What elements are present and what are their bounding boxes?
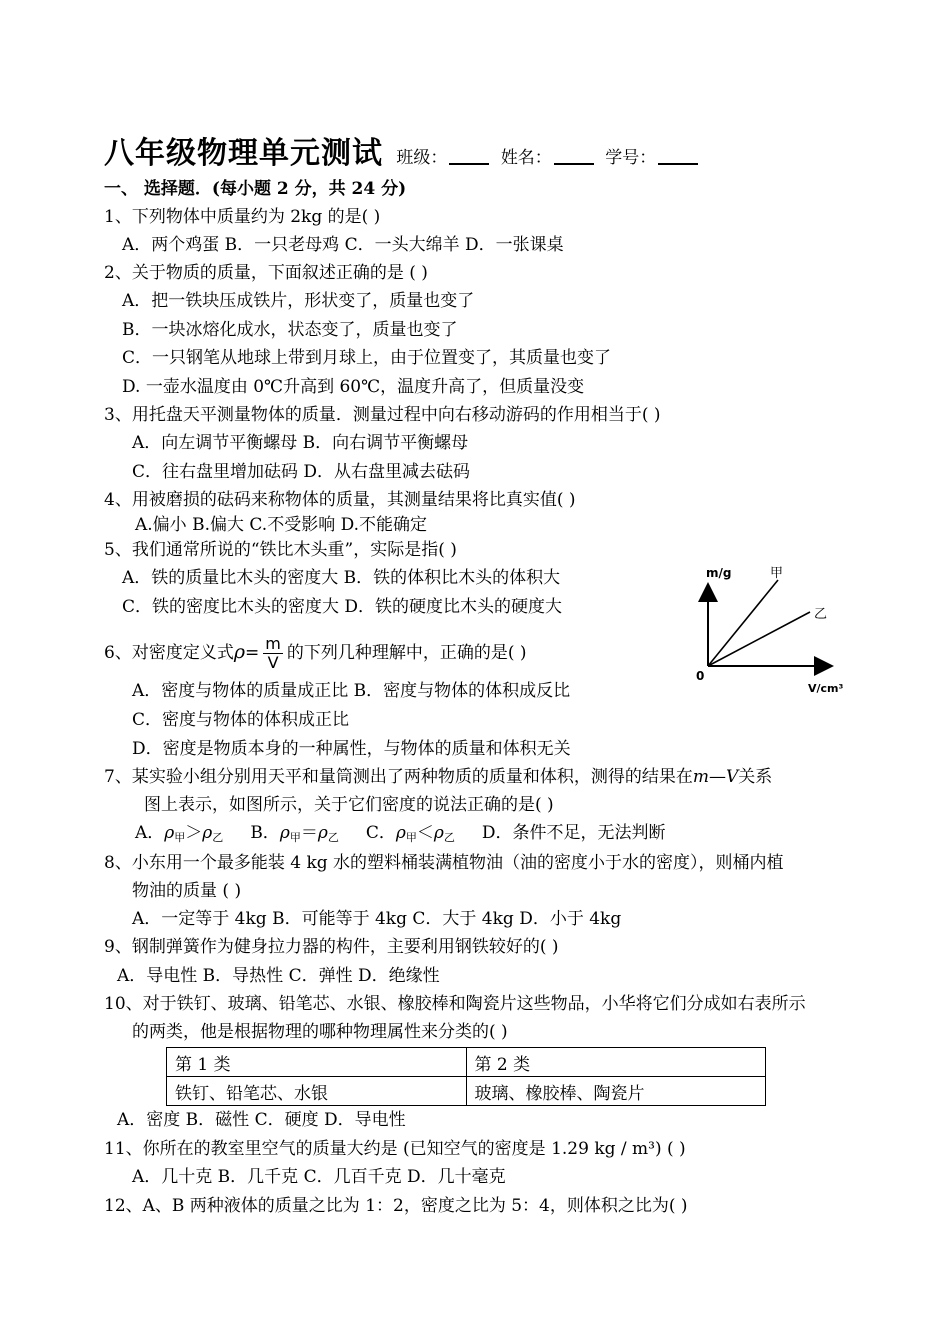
line-yi-label: 乙 (814, 607, 828, 622)
q6-stem (104, 634, 527, 672)
q3-options-cd: C．往右盘里增加砝码 D．从右盘里减去砝码 (132, 462, 471, 482)
x-axis-label: V/cm³ (808, 682, 844, 695)
q2-option-a: A．把一铁块压成铁片，形状变了，质量也变了 (122, 291, 475, 311)
q8-stem-line2: 物油的质量 ( ) (132, 881, 242, 901)
exam-header (104, 128, 704, 172)
q2-option-c: C．一只钢笔从地球上带到月球上，由于位置变了，其质量也变了 (122, 348, 612, 368)
table-cell: 铁钉、铅笔芯、水银 (167, 1077, 467, 1106)
q4-options: A.偏小 B.偏大 C.不受影响 D.不能确定 (135, 515, 428, 535)
q6-option-c: C．密度与物体的体积成正比 (132, 710, 350, 730)
q9-options: A．导电性 B．导热性 C．弹性 D．绝缘性 (117, 966, 440, 986)
q4-stem: 4、用被磨损的砝码来称物体的质量，其测量结果将比真实值( ) (104, 490, 576, 510)
table-cell: 第 2 类 (466, 1048, 766, 1077)
y-axis-label: m/g (706, 566, 732, 580)
q5-stem: 5、我们通常所说的“铁比木头重”，实际是指( ) (104, 540, 457, 560)
line-jia-label: 甲 (770, 566, 784, 581)
q3-stem: 3、用托盘天平测量物体的质量．测量过程中向右移动游码的作用相当于( ) (104, 405, 661, 425)
table-row (167, 1077, 766, 1106)
table-row (167, 1048, 766, 1077)
fraction-numerator: m (265, 634, 281, 653)
q1-options: A．两个鸡蛋 B．一只老母鸡 C．一头大绵羊 D．一张课桌 (122, 235, 564, 255)
q6-stem-post: 的下列几种理解中，正确的是( ) (286, 643, 527, 663)
name-label: 姓名： (500, 148, 552, 168)
number-label: 学号： (605, 148, 657, 168)
q5-options-ab: A．铁的质量比木头的密度大 B．铁的体积比木头的体积大 (122, 568, 561, 588)
table-cell: 玻璃、橡胶棒、陶瓷片 (466, 1077, 766, 1106)
dash: — (708, 767, 726, 787)
q11-options: A．几十克 B．几千克 C．几百千克 D．几十毫克 (132, 1167, 506, 1187)
q7-options (135, 823, 666, 848)
table-cell: 第 1 类 (167, 1048, 467, 1077)
v-symbol: V (725, 767, 739, 787)
q7-stem-text: 7、某实验小组分别用天平和量筒测出了两种物质的质量和体积，测得的结果在 (104, 767, 693, 787)
section-title: 一、 选择题．(每小题 2 分，共 24 分) (104, 179, 407, 199)
q7-option-d: D．条件不足，无法判断 (481, 823, 666, 843)
q10-stem-line2: 的两类，他是根据物理的哪种物理属性来分类的( ) (132, 1022, 508, 1042)
number-blank[interactable] (658, 147, 698, 165)
name-blank[interactable] (554, 147, 594, 165)
classification-table (166, 1047, 766, 1106)
q6-options-ab: A．密度与物体的质量成正比 B．密度与物体的体积成反比 (132, 681, 571, 701)
class-blank[interactable] (449, 147, 489, 165)
q6-option-d: D．密度是物质本身的一种属性，与物体的质量和体积无关 (132, 739, 571, 759)
q12-stem: 12、A、B 两种液体的质量之比为 1：2，密度之比为 5：4，则体积之比为( ) (104, 1196, 688, 1216)
density-fraction (263, 635, 283, 672)
q2-option-b: B．一块冰熔化成水，状态变了，质量也变了 (122, 320, 458, 340)
line-yi (708, 612, 810, 666)
q8-options: A．一定等于 4kg B．可能等于 4kg C．大于 4kg D．小于 4kg (132, 909, 622, 929)
q10-options: A．密度 B．磁性 C．硬度 D．导电性 (117, 1110, 406, 1130)
q10-stem-line1: 10、对于铁钉、玻璃、铅笔芯、水银、橡胶棒和陶瓷片这些物品，小华将它们分成如右表所示 (104, 994, 806, 1014)
q6-stem-pre: 6、对密度定义式 (104, 643, 234, 663)
q7-option-b: B．$\rho_甲=\rho_乙$ (250, 823, 339, 844)
mass-volume-graph (690, 560, 860, 700)
q7-stem-tail: 关系 (738, 767, 773, 787)
m-symbol: m (692, 767, 709, 787)
q7-option-a: A．$\rho_甲>\rho_乙$ (135, 823, 224, 844)
line-jia (708, 580, 778, 666)
origin-label: 0 (696, 669, 705, 683)
q2-stem: 2、关于物质的质量，下面叙述正确的是 ( ) (104, 263, 428, 283)
q9-stem: 9、钢制弹簧作为健身拉力器的构件，主要利用钢铁较好的( ) (104, 937, 559, 957)
equals-sign: = (245, 643, 260, 663)
rho-symbol: ρ (233, 641, 245, 663)
q7-stem-line1 (104, 767, 772, 787)
q7-stem-line2: 图上表示，如图所示，关于它们密度的说法正确的是( ) (144, 795, 554, 815)
q1-stem: 1、下列物体中质量约为 2kg 的是( ) (104, 207, 381, 227)
q7-option-c: C．$\rho_甲<\rho_乙$ (365, 823, 455, 844)
exam-title: 八年级物理单元测试 (104, 136, 383, 171)
q3-options-ab: A．向左调节平衡螺母 B．向右调节平衡螺母 (132, 433, 469, 453)
class-label: 班级： (396, 148, 448, 168)
q5-options-cd: C．铁的密度比木头的密度大 D．铁的硬度比木头的硬度大 (122, 597, 563, 617)
q8-stem-line1: 8、小东用一个最多能装 4 kg 水的塑料桶装满植物油（油的密度小于水的密度），则桶内植 (104, 853, 784, 873)
q2-option-d: D. 一壶水温度由 0℃升高到 60℃，温度升高了，但质量没变 (122, 377, 585, 397)
fraction-denominator: V (267, 653, 279, 672)
q11-stem: 11、你所在的教室里空气的质量大约是 (已知空气的密度是 1.29 kg / m³) ( ) (104, 1139, 686, 1159)
